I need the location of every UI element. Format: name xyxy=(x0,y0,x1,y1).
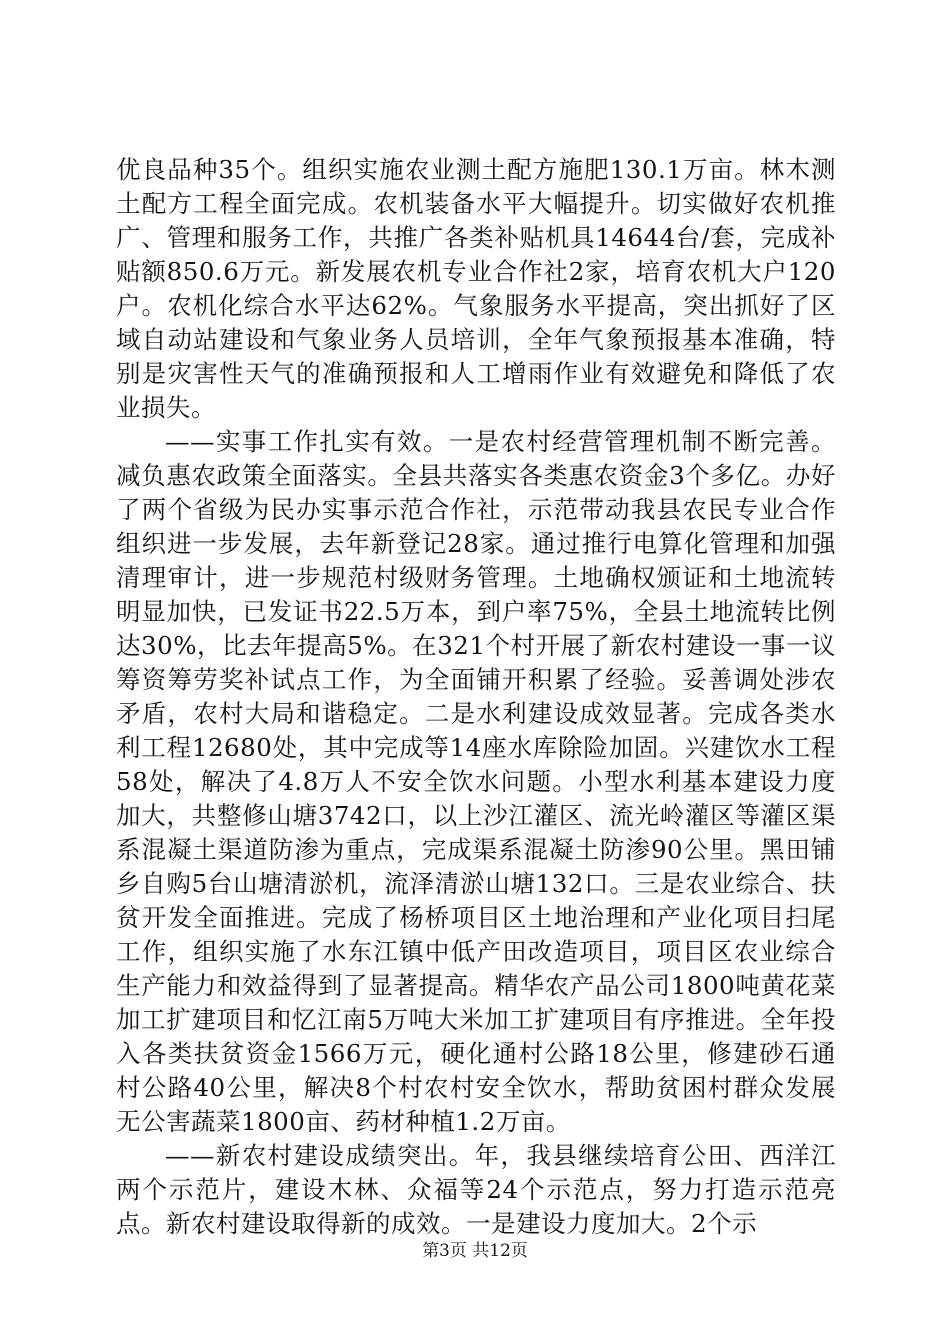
paragraph-3: ——新农村建设成绩突出。年，我县继续培育公田、西洋江两个示范片，建设木林、众福等24个示范点，努力打造示范亮点。新农村建设取得新的成效。一是建设力度加大。2个示 xyxy=(116,1141,836,1238)
paragraph-2: ——实事工作扎实有效。一是农村经营管理机制不断完善。减负惠农政策全面落实。全县共落实各类惠农资金3个多亿。办好了两个省级为民办实事示范合作社，示范带动我县农民专业合作组织进一步发展，去年新登记28家。通过推行电算化管理和加强清理审计，进一步规范村级财务管理。土地确权颁证和土地流转明显加快，已发证书22.5万本，到户率75%，全县土地流转比例达30%，比去年提高5%。在321个村开展了新农村建设一事一议筹资筹劳奖补试点工作，为全面铺开积累了经验。妥善调处涉农矛盾，农村大局和谐稳定。二是水利建设成效显著。完成各类水利工程12680处，其中完成等14座水库除险加固。兴建饮水工程58处，解决了4.8万人不安全饮水问题。小型水利基本建设力度加大，共整修山塘3742口，以上沙江灌区、流光岭灌区等灌区渠系混凝土渠道防渗为重点，完成渠系混凝土防渗90公里。黑田铺乡自购5台山塘清淤机，流泽清淤山塘132口。三是农业综合、扶贫开发全面推进。完成了杨桥项目区土地治理和产业化项目扫尾工作，组织实施了水东江镇中低产田改造项目，项目区农业综合生产能力和效益得到了显著提高。精华农产品公司1800吨黄花菜加工扩建项目和忆江南5万吨大米加工扩建项目有序推进。全年投入各类扶贫资金1566万元，硬化通村公路18公里，修建砂石通村公路40公里，解决8个村农村安全饮水，帮助贫困村群众发展无公害蔬菜1800亩、药材种植1.2万亩。 xyxy=(116,427,836,1136)
page-number-label: 第3页 共12页 xyxy=(422,1241,528,1261)
page-footer xyxy=(0,1240,950,1262)
document-body xyxy=(116,153,836,1241)
paragraph-1: 优良品种35个。组织实施农业测土配方施肥130.1万亩。林木测土配方工程全面完成。农机装备水平大幅提升。切实做好农机推广、管理和服务工作，共推广各类补贴机具14644台/套，完成补贴额850.6万元。新发展农机专业合作社2家，培育农机大户120户。农机化综合水平达62%。气象服务水平提高，突出抓好了区域自动站建设和气象业务人员培训，全年气象预报基本准确，特别是灾害性天气的准确预报和人工增雨作业有效避免和降低了农业损失。 xyxy=(116,155,836,422)
